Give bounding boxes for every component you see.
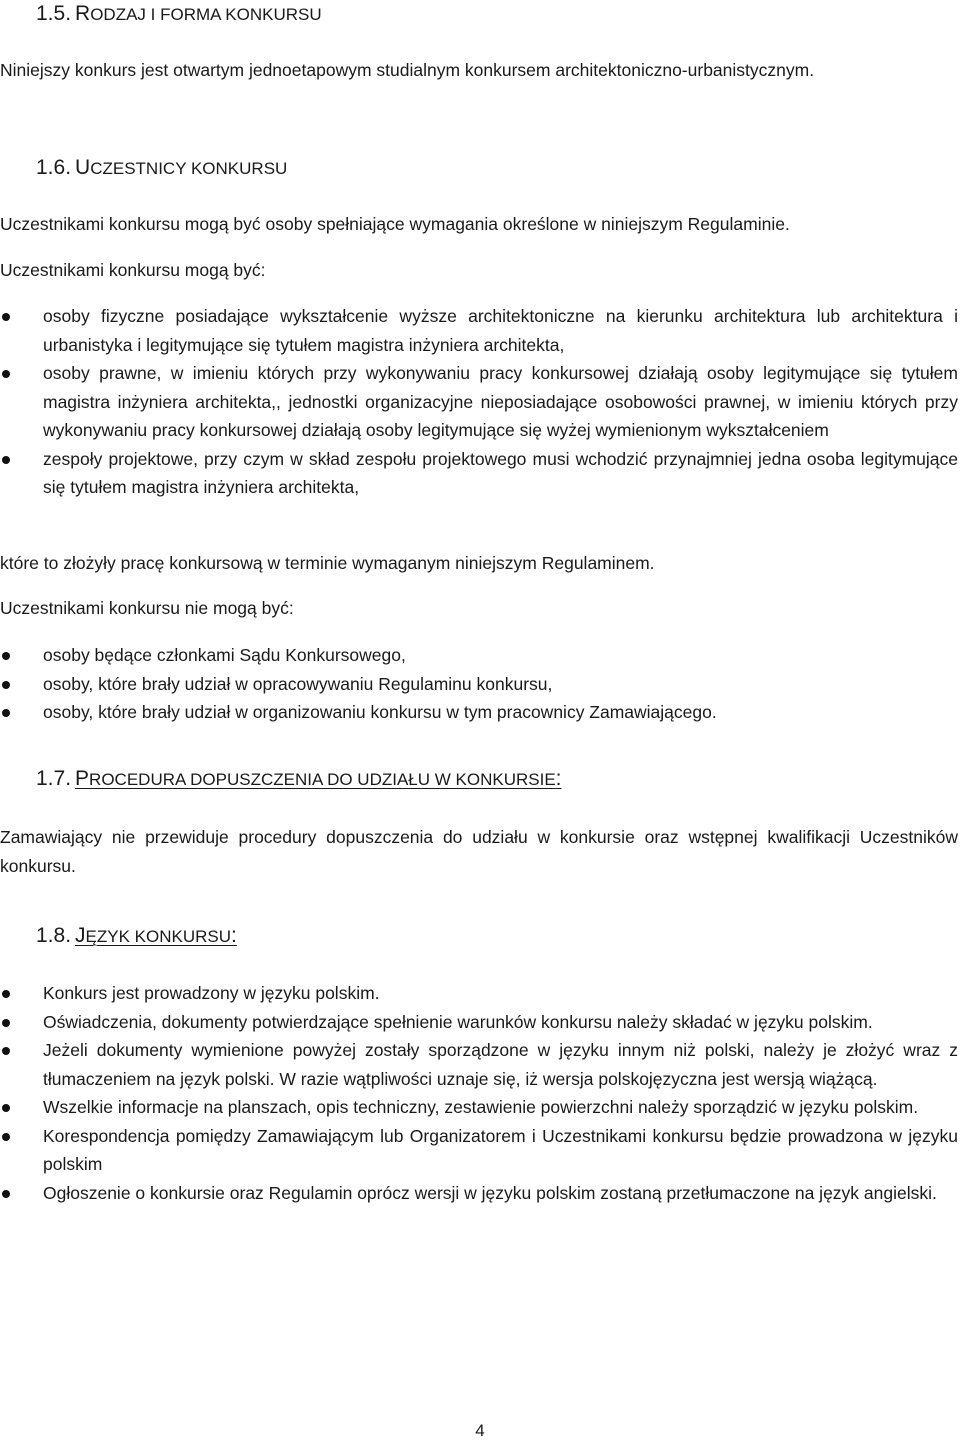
section-title-rest: CZESTNICY KONKURSU [90,159,288,178]
bullet-icon [2,1133,10,1141]
bullet-icon [2,709,10,717]
participants-cannot-heading: Uczestnikami konkursu nie mogą być: [0,598,294,618]
bullet-icon [2,1104,10,1112]
bullet-icon [2,313,10,321]
list-item [0,698,958,727]
list-item [0,302,958,359]
list-item-text: Korespondencja pomiędzy Zamawiającym lub Organizatorem i Uczestnikami konkursu będzie prowadzona w języku polskim [43,1125,958,1174]
section-1-7-paragraph: Zamawiający nie przewiduje procedury dopuszczenia do udziału w konkursie oraz wstępnej kwalifikacji Uczestników konkursu. [0,827,958,876]
list-item [0,1008,958,1037]
participants-can-list [0,302,958,502]
bullet-icon [2,370,10,378]
section-title-rest: ROCEDURA DOPUSZCZENIA DO UDZIAŁU W KONKURSIE [89,770,556,789]
section-title-colon: : [231,924,237,947]
list-item [0,979,958,1008]
section-title-rest: ĘZYK KONKURSU [85,927,232,946]
section-number: 1.8. [36,924,72,947]
bullet-icon [2,990,10,998]
list-item-text: Ogłoszenie o konkursie oraz Regulamin oprócz wersji w języku polskim zostaną przetłumaczone na język angielski. [43,1182,937,1203]
bullet-icon [2,1019,10,1027]
section-1-6-intro: Uczestnikami konkursu mogą być osoby spełniające wymagania określone w niniejszym Regulaminie. [0,214,790,234]
participants-can-closing: które to złożyły pracę konkursową w terminie wymaganym niniejszym Regulaminem. [0,553,655,573]
section-title-initial: R [75,2,91,25]
list-item-text: osoby, które brały udział w organizowaniu konkursu w tym pracownicy Zamawiającego. [43,702,717,722]
list-item [0,1179,958,1208]
section-title-rest: ODZAJ I FORMA KONKURSU [90,5,322,24]
section-1-8-heading [36,922,237,951]
list-item-text: Konkurs jest prowadzony w języku polskim. [43,983,380,1003]
list-item-text: osoby, które brały udział w opracowywaniu Regulaminu konkursu, [43,673,553,694]
list-item [0,1093,958,1122]
section-title-initial: U [75,156,91,179]
list-item [0,445,958,502]
section-title-initial: P [75,767,90,790]
page-number: 4 [475,1421,485,1440]
list-item-text: Jeżeli dokumenty wymienione powyżej zostały sporządzone w języku innym niż polski, należy je złożyć wraz z tłumaczeniem na język polski. W razie wątpliwości uznaje się, iż wersja polskojęzyczna jest wersją wiążącą. [43,1040,958,1089]
section-title-initial: J [75,924,86,947]
section-number: 1.7. [36,767,72,790]
bullet-icon [2,456,10,464]
section-1-5-heading [36,0,322,29]
list-item-text: Wszelkie informacje na planszach, opis techniczny, zestawienie powierzchni należy sporządzić w języku polskim. [43,1097,919,1117]
list-item [0,641,958,670]
section-number: 1.5. [36,2,72,25]
bullet-icon [2,652,10,660]
list-item-text: osoby prawne, w imieniu których przy wykonywaniu pracy konkursowej działają osoby legitymujące się tytułem magistra inżyniera architekta,, jednostki organizacyjne nieposiadające osobowości prawnej, w imieniu których przy wykonywaniu pracy konkursowej działają osoby legitymujące się wyżej wymienionym wykształceniem [43,363,958,440]
bullet-icon [2,1190,10,1198]
list-item-text: zespoły projektowe, przy czym w skład zespołu projektowego musi wchodzić przynajmniej jedna osoba legitymujące się tytułem magistra inżyniera architekta, [43,448,958,497]
bullet-icon [2,1047,10,1055]
section-1-7-heading [36,765,562,794]
language-rules-list [0,979,958,1207]
section-1-6-heading [36,154,287,183]
list-item [0,670,958,699]
list-item-text: Oświadczenia, dokumenty potwierdzające spełnienie warunków konkursu należy składać w języku polskim. [43,1011,873,1032]
participants-cannot-list [0,641,958,727]
section-1-5-paragraph: Niniejszy konkurs jest otwartym jednoetapowym studialnym konkursem architektoniczno-urbanistycznym. [0,60,815,80]
section-number: 1.6. [36,156,72,179]
list-item [0,1122,958,1179]
list-item [0,1036,958,1093]
section-title-colon: : [555,767,562,790]
list-item-text: osoby będące członkami Sądu Konkursowego, [43,645,406,665]
bullet-icon [2,681,10,689]
list-item-text: osoby fizyczne posiadające wykształcenie wyższe architektoniczne na kierunku architektura lub architektura i urbanistyka i legitymujące się tytułem magistra inżyniera architekta, [43,306,958,355]
participants-can-heading: Uczestnikami konkursu mogą być: [0,260,266,280]
list-item [0,359,958,445]
